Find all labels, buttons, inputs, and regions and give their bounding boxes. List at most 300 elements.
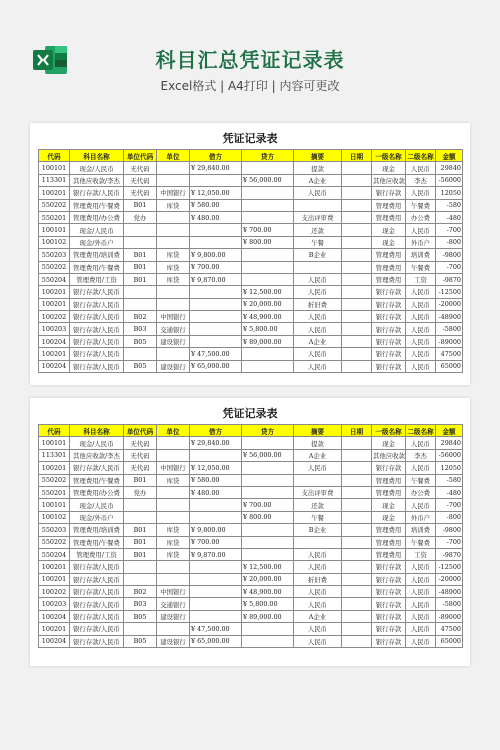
cell-summary: 人民币 <box>294 462 342 474</box>
cell-account-name: 其他应收款/李杰 <box>70 449 124 461</box>
cell-level1-name: 银行存款 <box>372 187 406 199</box>
cell-amount: -12500 <box>436 561 463 573</box>
cell-date <box>342 586 372 598</box>
cell-unit-code: 无代码 <box>124 437 157 449</box>
cell-amount: -5800 <box>436 323 463 335</box>
cell-level2-name: 人民币 <box>406 224 436 236</box>
column-header-date: 日期 <box>342 150 372 162</box>
cell-level1-name: 管理费用 <box>372 273 406 285</box>
cell-date <box>342 598 372 610</box>
cell-unit-code <box>124 573 157 585</box>
cell-account-name: 现金/人民币 <box>70 162 124 174</box>
cell-debit: ¥ 700.00 <box>190 261 242 273</box>
cell-date <box>342 273 372 285</box>
table-row <box>39 323 463 335</box>
cell-debit: ¥ 9,870.00 <box>190 548 242 560</box>
cell-level2-name: 人民币 <box>406 348 436 360</box>
cell-credit: ¥ 20,000.00 <box>242 298 294 310</box>
cell-account-name: 现金/人民币 <box>70 437 124 449</box>
cell-amount: -580 <box>436 474 463 486</box>
table-row <box>39 635 463 647</box>
cell-summary: 人民币 <box>294 311 342 323</box>
table-row <box>39 335 463 347</box>
table-row <box>39 474 463 486</box>
cell-account-name: 银行存款/人民币 <box>70 561 124 573</box>
cell-code: 550203 <box>39 249 70 261</box>
cell-unit <box>157 573 190 585</box>
cell-debit <box>190 335 242 347</box>
cell-amount: -48900 <box>436 586 463 598</box>
cell-unit-code <box>124 511 157 523</box>
cell-debit <box>190 174 242 186</box>
cell-amount: -9870 <box>436 273 463 285</box>
cell-account-name: 银行存款/人民币 <box>70 335 124 347</box>
cell-credit: ¥ 5,800.00 <box>242 598 294 610</box>
cell-credit: ¥ 89,000.00 <box>242 335 294 347</box>
cell-level1-name: 管理费用 <box>372 474 406 486</box>
cell-code: 550202 <box>39 261 70 273</box>
table-row <box>39 224 463 236</box>
table-row <box>39 449 463 461</box>
cell-credit <box>242 462 294 474</box>
cell-debit: ¥ 9,870.00 <box>190 273 242 285</box>
cell-credit <box>242 261 294 273</box>
cell-account-name: 银行存款/人民币 <box>70 623 124 635</box>
cell-level2-name: 人民币 <box>406 623 436 635</box>
cell-date <box>342 474 372 486</box>
cell-amount: -89000 <box>436 335 463 347</box>
cell-debit <box>190 573 242 585</box>
cell-account-name: 银行存款/人民币 <box>70 598 124 610</box>
column-header-summary: 摘要 <box>294 425 342 437</box>
cell-date <box>342 298 372 310</box>
table-row <box>39 249 463 261</box>
cell-unit: 建设银行 <box>157 360 190 372</box>
column-header-account-name: 科目名称 <box>70 425 124 437</box>
cell-summary: 人民币 <box>294 286 342 298</box>
cell-level1-name: 银行存款 <box>372 623 406 635</box>
cell-debit: ¥ 12,050.00 <box>190 187 242 199</box>
column-header-level2-name: 二级名称 <box>406 425 436 437</box>
column-header-unit-code: 单位代码 <box>124 150 157 162</box>
cell-summary: 支出评审费 <box>294 486 342 498</box>
cell-debit <box>190 586 242 598</box>
table-row <box>39 360 463 372</box>
cell-unit <box>157 511 190 523</box>
cell-account-name: 管理费用/办公费 <box>70 486 124 498</box>
cell-unit: 库贷 <box>157 474 190 486</box>
cell-credit: ¥ 56,000.00 <box>242 174 294 186</box>
cell-account-name: 管理费用/午餐费 <box>70 474 124 486</box>
cell-level2-name: 人民币 <box>406 561 436 573</box>
cell-credit <box>242 437 294 449</box>
cell-summary: 人民币 <box>294 548 342 560</box>
cell-amount: -9800 <box>436 524 463 536</box>
cell-credit <box>242 524 294 536</box>
cell-amount: 65000 <box>436 360 463 372</box>
cell-amount: -20000 <box>436 573 463 585</box>
cell-unit-code: B05 <box>124 610 157 622</box>
cell-code: 100201 <box>39 561 70 573</box>
cell-debit <box>190 499 242 511</box>
cell-credit: ¥ 12,500.00 <box>242 286 294 298</box>
cell-summary: 午餐 <box>294 236 342 248</box>
cell-level2-name: 人民币 <box>406 162 436 174</box>
cell-account-name: 银行存款/人民币 <box>70 462 124 474</box>
cell-debit: ¥ 65,000.00 <box>190 360 242 372</box>
cell-unit <box>157 486 190 498</box>
cell-level1-name: 银行存款 <box>372 311 406 323</box>
cell-level2-name: 办公费 <box>406 211 436 223</box>
cell-summary: 提款 <box>294 437 342 449</box>
cell-unit <box>157 499 190 511</box>
cell-account-name: 银行存款/人民币 <box>70 298 124 310</box>
cell-amount: -5800 <box>436 598 463 610</box>
cell-account-name: 银行存款/人民币 <box>70 635 124 647</box>
cell-level2-name: 人民币 <box>406 298 436 310</box>
cell-summary: 折旧费 <box>294 573 342 585</box>
cell-code: 550201 <box>39 211 70 223</box>
cell-debit <box>190 298 242 310</box>
table-row <box>39 187 463 199</box>
cell-level2-name: 培训费 <box>406 249 436 261</box>
table-row <box>39 610 463 622</box>
cell-code: 100101 <box>39 499 70 511</box>
cell-amount: -700 <box>436 224 463 236</box>
cell-unit-code: B01 <box>124 249 157 261</box>
cell-debit <box>190 449 242 461</box>
page-header <box>0 0 500 120</box>
cell-unit: 中国银行 <box>157 462 190 474</box>
cell-code: 100201 <box>39 348 70 360</box>
cell-account-name: 管理费用/午餐费 <box>70 199 124 211</box>
cell-level1-name: 现金 <box>372 499 406 511</box>
cell-level2-name: 人民币 <box>406 610 436 622</box>
cell-level2-name: 午餐费 <box>406 261 436 273</box>
cell-code: 550202 <box>39 474 70 486</box>
cell-credit <box>242 348 294 360</box>
cell-level1-name: 银行存款 <box>372 323 406 335</box>
cell-amount: 29840 <box>436 437 463 449</box>
cell-code: 100204 <box>39 360 70 372</box>
cell-amount: -20000 <box>436 298 463 310</box>
cell-level1-name: 管理费用 <box>372 548 406 560</box>
cell-unit: 建设银行 <box>157 335 190 347</box>
page-title: 科目汇总凭证记录表 <box>155 48 345 72</box>
column-header-level2-name: 二级名称 <box>406 150 436 162</box>
cell-unit: 库贷 <box>157 548 190 560</box>
cell-level1-name: 其他应收款 <box>372 174 406 186</box>
column-header-unit-code: 单位代码 <box>124 425 157 437</box>
page-subtitle: Excel格式 | A4打印 | 内容可更改 <box>160 79 340 93</box>
cell-date <box>342 610 372 622</box>
cell-summary: 提款 <box>294 162 342 174</box>
cell-amount: 47500 <box>436 348 463 360</box>
cell-level1-name: 现金 <box>372 437 406 449</box>
cell-unit-code: B01 <box>124 199 157 211</box>
cell-level2-name: 工资 <box>406 273 436 285</box>
table-row <box>39 486 463 498</box>
cell-unit-code: B05 <box>124 360 157 372</box>
cell-summary: B企业 <box>294 524 342 536</box>
cell-unit-code <box>124 623 157 635</box>
cell-code: 100201 <box>39 298 70 310</box>
cell-date <box>342 449 372 461</box>
column-header-code: 代码 <box>39 425 70 437</box>
cell-credit <box>242 273 294 285</box>
cell-level1-name: 管理费用 <box>372 486 406 498</box>
cell-code: 100202 <box>39 311 70 323</box>
cell-credit <box>242 187 294 199</box>
cell-level1-name: 银行存款 <box>372 635 406 647</box>
cell-debit <box>190 286 242 298</box>
cell-level1-name: 银行存款 <box>372 360 406 372</box>
cell-account-name: 管理费用/午餐费 <box>70 536 124 548</box>
table-row <box>39 199 463 211</box>
cell-code: 100204 <box>39 635 70 647</box>
cell-code: 550203 <box>39 524 70 536</box>
column-header-account-name: 科目名称 <box>70 150 124 162</box>
cell-account-name: 管理费用/办公费 <box>70 211 124 223</box>
cell-credit: ¥ 89,000.00 <box>242 610 294 622</box>
cell-credit <box>242 474 294 486</box>
cell-account-name: 现金/外币户 <box>70 511 124 523</box>
column-header-unit: 单位 <box>157 425 190 437</box>
table-row <box>39 561 463 573</box>
cell-credit <box>242 486 294 498</box>
cell-code: 100203 <box>39 323 70 335</box>
cell-level2-name: 办公费 <box>406 486 436 498</box>
table-row <box>39 623 463 635</box>
cell-unit-code: B02 <box>124 311 157 323</box>
cell-credit: ¥ 700.00 <box>242 499 294 511</box>
cell-summary: A企业 <box>294 335 342 347</box>
cell-level2-name: 人民币 <box>406 437 436 449</box>
table-row <box>39 236 463 248</box>
table-row <box>39 261 463 273</box>
column-header-summary: 摘要 <box>294 150 342 162</box>
voucher-sheet-1 <box>30 123 470 385</box>
cell-level1-name: 现金 <box>372 224 406 236</box>
cell-summary <box>294 474 342 486</box>
cell-level2-name: 午餐费 <box>406 474 436 486</box>
cell-code: 550204 <box>39 273 70 285</box>
cell-date <box>342 174 372 186</box>
cell-credit: ¥ 5,800.00 <box>242 323 294 335</box>
cell-level2-name: 人民币 <box>406 335 436 347</box>
cell-code: 100201 <box>39 187 70 199</box>
cell-account-name: 管理费用/培训费 <box>70 249 124 261</box>
cell-summary: A企业 <box>294 610 342 622</box>
cell-level2-name: 人民币 <box>406 462 436 474</box>
cell-debit: ¥ 65,000.00 <box>190 635 242 647</box>
cell-level1-name: 银行存款 <box>372 335 406 347</box>
cell-level1-name: 银行存款 <box>372 462 406 474</box>
cell-account-name: 其他应收款/李杰 <box>70 174 124 186</box>
cell-unit <box>157 162 190 174</box>
cell-debit <box>190 511 242 523</box>
cell-unit-code: 党办 <box>124 486 157 498</box>
table-row <box>39 174 463 186</box>
cell-date <box>342 199 372 211</box>
cell-unit: 中国银行 <box>157 311 190 323</box>
cell-debit: ¥ 47,500.00 <box>190 623 242 635</box>
cell-account-name: 银行存款/人民币 <box>70 360 124 372</box>
cell-credit <box>242 360 294 372</box>
cell-account-name: 银行存款/人民币 <box>70 348 124 360</box>
table-row <box>39 273 463 285</box>
cell-unit-code: B02 <box>124 586 157 598</box>
cell-level2-name: 人民币 <box>406 598 436 610</box>
cell-credit: ¥ 48,900.00 <box>242 586 294 598</box>
cell-code: 100102 <box>39 236 70 248</box>
cell-level1-name: 管理费用 <box>372 536 406 548</box>
cell-level2-name: 午餐费 <box>406 536 436 548</box>
cell-code: 100201 <box>39 462 70 474</box>
cell-credit: ¥ 12,500.00 <box>242 561 294 573</box>
cell-summary: 午餐 <box>294 511 342 523</box>
cell-level2-name: 外币户 <box>406 511 436 523</box>
cell-level2-name: 人民币 <box>406 586 436 598</box>
cell-unit: 库贷 <box>157 249 190 261</box>
cell-account-name: 现金/人民币 <box>70 499 124 511</box>
cell-amount: 12050 <box>436 462 463 474</box>
cell-date <box>342 348 372 360</box>
table-row <box>39 598 463 610</box>
cell-date <box>342 524 372 536</box>
cell-level1-name: 管理费用 <box>372 211 406 223</box>
cell-code: 113301 <box>39 449 70 461</box>
cell-code: 100201 <box>39 573 70 585</box>
cell-level2-name: 人民币 <box>406 573 436 585</box>
cell-summary: 折旧费 <box>294 298 342 310</box>
cell-date <box>342 261 372 273</box>
cell-debit: ¥ 12,050.00 <box>190 462 242 474</box>
column-header-debit: 借方 <box>190 425 242 437</box>
cell-credit <box>242 199 294 211</box>
cell-unit-code <box>124 499 157 511</box>
cell-unit-code: B01 <box>124 474 157 486</box>
cell-amount: -580 <box>436 199 463 211</box>
cell-summary: 还款 <box>294 499 342 511</box>
cell-unit-code <box>124 236 157 248</box>
cell-unit: 中国银行 <box>157 187 190 199</box>
column-header-date: 日期 <box>342 425 372 437</box>
cell-level2-name: 李杰 <box>406 449 436 461</box>
cell-unit <box>157 437 190 449</box>
cell-unit-code <box>124 561 157 573</box>
cell-unit-code: 无代码 <box>124 174 157 186</box>
cell-code: 113301 <box>39 174 70 186</box>
cell-unit: 建设银行 <box>157 610 190 622</box>
cell-unit <box>157 623 190 635</box>
table-row <box>39 311 463 323</box>
sheet-title: 凭证记录表 <box>222 132 278 145</box>
cell-debit: ¥ 580.00 <box>190 474 242 486</box>
cell-level2-name: 人民币 <box>406 286 436 298</box>
cell-level1-name: 银行存款 <box>372 610 406 622</box>
table-row <box>39 162 463 174</box>
cell-amount: -9800 <box>436 249 463 261</box>
cell-summary <box>294 199 342 211</box>
cell-account-name: 管理费用/午餐费 <box>70 261 124 273</box>
voucher-table <box>38 424 463 648</box>
cell-date <box>342 623 372 635</box>
cell-unit-code <box>124 298 157 310</box>
cell-unit <box>157 174 190 186</box>
cell-debit: ¥ 580.00 <box>190 199 242 211</box>
cell-summary: A企业 <box>294 449 342 461</box>
cell-unit <box>157 236 190 248</box>
cell-credit <box>242 249 294 261</box>
cell-unit: 库贷 <box>157 273 190 285</box>
cell-debit <box>190 561 242 573</box>
cell-level2-name: 人民币 <box>406 311 436 323</box>
cell-code: 100101 <box>39 437 70 449</box>
cell-summary: A企业 <box>294 174 342 186</box>
cell-date <box>342 286 372 298</box>
voucher-table <box>38 149 463 373</box>
cell-summary: B企业 <box>294 249 342 261</box>
cell-level1-name: 管理费用 <box>372 199 406 211</box>
cell-credit: ¥ 56,000.00 <box>242 449 294 461</box>
cell-unit-code: B03 <box>124 323 157 335</box>
cell-credit <box>242 162 294 174</box>
cell-code: 100204 <box>39 335 70 347</box>
cell-credit <box>242 635 294 647</box>
cell-code: 100101 <box>39 224 70 236</box>
cell-amount: -89000 <box>436 610 463 622</box>
cell-level2-name: 人民币 <box>406 360 436 372</box>
cell-debit: ¥ 29,840.00 <box>190 437 242 449</box>
cell-date <box>342 249 372 261</box>
cell-credit: ¥ 800.00 <box>242 236 294 248</box>
cell-summary: 人民币 <box>294 598 342 610</box>
cell-unit: 库贷 <box>157 261 190 273</box>
cell-date <box>342 536 372 548</box>
cell-unit-code: 无代码 <box>124 187 157 199</box>
cell-level1-name: 银行存款 <box>372 286 406 298</box>
cell-amount: 12050 <box>436 187 463 199</box>
cell-credit <box>242 548 294 560</box>
column-header-amount: 金额 <box>436 150 463 162</box>
cell-account-name: 现金/人民币 <box>70 224 124 236</box>
cell-unit <box>157 449 190 461</box>
cell-summary: 人民币 <box>294 187 342 199</box>
cell-summary: 支出评审费 <box>294 211 342 223</box>
cell-unit <box>157 211 190 223</box>
cell-level2-name: 培训费 <box>406 524 436 536</box>
cell-unit-code: 无代码 <box>124 162 157 174</box>
cell-level2-name: 人民币 <box>406 187 436 199</box>
table-row <box>39 286 463 298</box>
cell-code: 100201 <box>39 623 70 635</box>
cell-date <box>342 486 372 498</box>
table-row <box>39 499 463 511</box>
cell-unit <box>157 286 190 298</box>
cell-date <box>342 323 372 335</box>
cell-summary <box>294 536 342 548</box>
cell-level1-name: 现金 <box>372 236 406 248</box>
cell-summary: 还款 <box>294 224 342 236</box>
cell-account-name: 银行存款/人民币 <box>70 286 124 298</box>
cell-debit: ¥ 480.00 <box>190 211 242 223</box>
cell-level1-name: 其他应收款 <box>372 449 406 461</box>
cell-level1-name: 银行存款 <box>372 561 406 573</box>
cell-level2-name: 李杰 <box>406 174 436 186</box>
cell-date <box>342 635 372 647</box>
cell-amount: 65000 <box>436 635 463 647</box>
